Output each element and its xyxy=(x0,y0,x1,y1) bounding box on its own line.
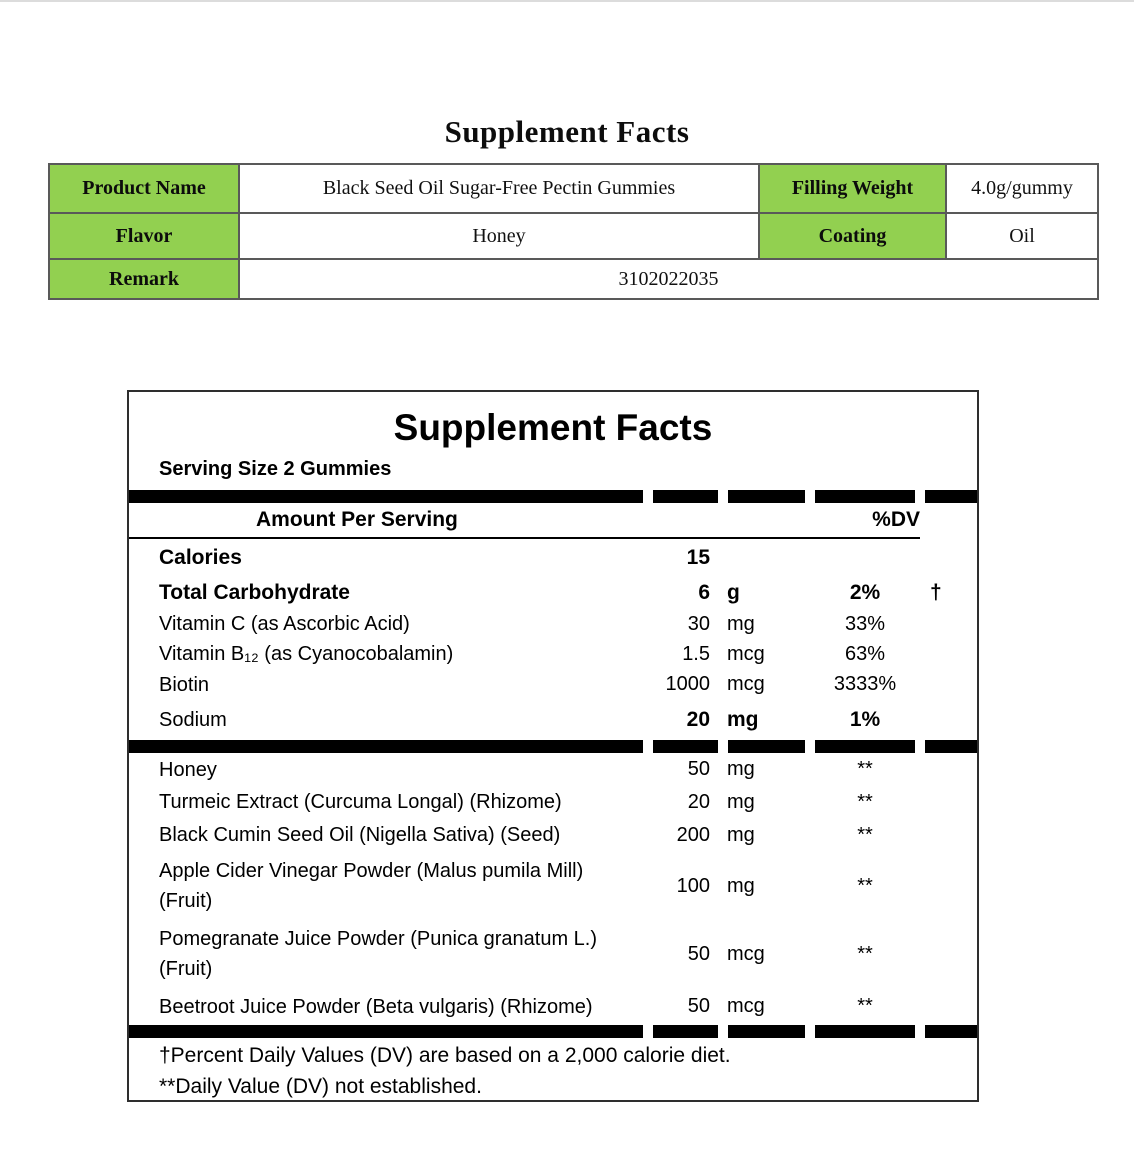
footnotes xyxy=(159,1040,977,1102)
ingredient-dv: ** xyxy=(857,942,873,965)
ingredient-name: Beetroot Juice Powder (Beta vulgaris) (Rhizome) xyxy=(159,995,593,1018)
nutrient-unit: mg xyxy=(727,708,759,731)
ingredient-name: Apple Cider Vinegar Powder (Malus pumila Mill) (Fruit) xyxy=(159,860,584,912)
thick-divider-bottom xyxy=(129,1025,977,1038)
nutrient-unit: mcg xyxy=(727,673,765,695)
ingredient-dv: ** xyxy=(857,758,873,780)
ingredient-row-turmeric xyxy=(129,786,977,818)
ingredient-amount: 20 xyxy=(687,790,710,813)
nutrient-amount: 1000 xyxy=(665,673,710,695)
product-spec-table xyxy=(48,163,1099,300)
nutrient-name: Total Carbohydrate xyxy=(159,581,350,604)
header-unit-spacer xyxy=(723,503,810,539)
product-name-value: Black Seed Oil Sugar-Free Pectin Gummies xyxy=(239,164,759,213)
flavor-label: Flavor xyxy=(49,213,239,259)
nutrient-dagger: † xyxy=(930,581,942,604)
header-amount-spacer xyxy=(648,503,723,539)
ingredient-row-pomegranate xyxy=(129,920,977,988)
ingredient-name: Honey xyxy=(159,758,217,781)
nutrient-name: Vitamin B₁₂ (as Cyanocobalamin) xyxy=(159,643,454,665)
serving-size: Serving Size 2 Gummies xyxy=(159,458,392,480)
percent-dv-label: %DV xyxy=(810,503,920,539)
ingredient-unit: mcg xyxy=(727,942,765,965)
ingredient-row-honey xyxy=(129,753,977,786)
coating-value: Oil xyxy=(946,213,1098,259)
nutrient-name: Calories xyxy=(159,546,242,569)
remark-label: Remark xyxy=(49,259,239,299)
nutrient-amount: 6 xyxy=(698,581,710,604)
nutrient-unit: g xyxy=(727,581,740,604)
ingredient-dv: ** xyxy=(857,790,873,813)
nutrient-dv: 2% xyxy=(849,581,881,604)
ingredient-name: Pomegranate Juice Powder (Punica granatum L.) (Fruit) xyxy=(159,928,598,980)
thick-divider-middle xyxy=(129,740,977,753)
supplement-facts-panel xyxy=(127,390,979,1102)
amount-per-serving-label: Amount Per Serving xyxy=(129,503,648,539)
spec-row-remark xyxy=(49,259,1098,299)
nutrient-dv: 3333% xyxy=(833,673,897,695)
nutrient-row-total-carbohydrate xyxy=(129,577,977,609)
ingredient-dv: ** xyxy=(857,823,873,846)
ingredient-amount: 100 xyxy=(676,874,710,897)
nutrient-unit: mg xyxy=(727,612,755,635)
ingredient-dv: ** xyxy=(857,874,873,897)
nutrient-amount: 1.5 xyxy=(682,642,710,665)
footnote-daily-values: †Percent Daily Values (DV) are based on a 2,000 calorie diet. xyxy=(159,1044,731,1067)
thick-divider-top xyxy=(129,490,977,503)
ingredient-amount: 50 xyxy=(687,942,710,965)
ingredient-unit: mg xyxy=(727,790,755,813)
ingredient-amount: 200 xyxy=(676,823,710,846)
top-hairline xyxy=(0,0,1134,2)
ingredient-row-beetroot xyxy=(129,988,977,1025)
ingredient-row-apple-cider xyxy=(129,852,977,920)
nutrient-amount: 30 xyxy=(687,612,710,635)
ingredient-unit: mg xyxy=(727,758,755,780)
ingredient-name: Black Cumin Seed Oil (Nigella Sativa) (Seed) xyxy=(159,824,561,846)
facts-panel-title: Supplement Facts xyxy=(393,407,713,448)
ingredient-unit: mg xyxy=(727,823,755,846)
document-title: Supplement Facts xyxy=(444,114,690,149)
nutrient-row-vitamin-c xyxy=(129,609,977,639)
remark-value: 3102022035 xyxy=(239,259,1098,299)
filling-weight-value: 4.0g/gummy xyxy=(946,164,1098,213)
ingredient-dv: ** xyxy=(857,995,873,1017)
nutrient-unit: mcg xyxy=(727,642,765,665)
facts-header-row xyxy=(129,503,977,539)
ingredient-amount: 50 xyxy=(687,758,710,780)
nutrient-row-sodium xyxy=(129,700,977,740)
nutrient-amount: 20 xyxy=(686,708,710,731)
nutrient-dv: 33% xyxy=(844,612,886,635)
nutrient-name: Vitamin C (as Ascorbic Acid) xyxy=(159,613,410,635)
nutrient-name: Biotin xyxy=(159,673,210,696)
nutrient-name: Sodium xyxy=(159,709,227,731)
nutrient-row-calories xyxy=(129,539,977,577)
flavor-value: Honey xyxy=(239,213,759,259)
nutrient-row-biotin xyxy=(129,669,977,700)
ingredient-name: Turmeic Extract (Curcuma Longal) (Rhizome) xyxy=(159,791,562,813)
nutrient-amount: 15 xyxy=(686,546,710,569)
ingredient-amount: 50 xyxy=(687,995,710,1017)
product-name-label: Product Name xyxy=(49,164,239,213)
ingredient-unit: mcg xyxy=(727,995,765,1017)
nutrient-row-vitamin-b12 xyxy=(129,639,977,669)
coating-label: Coating xyxy=(759,213,946,259)
ingredient-unit: mg xyxy=(727,874,755,897)
spec-row-flavor xyxy=(49,213,1098,259)
nutrient-dv: 63% xyxy=(844,642,886,665)
nutrient-dv: 1% xyxy=(849,708,881,731)
filling-weight-label: Filling Weight xyxy=(759,164,946,213)
spec-row-product xyxy=(49,164,1098,213)
ingredient-row-black-cumin xyxy=(129,818,977,852)
footnote-dv-not-established: **Daily Value (DV) not established. xyxy=(159,1075,482,1098)
